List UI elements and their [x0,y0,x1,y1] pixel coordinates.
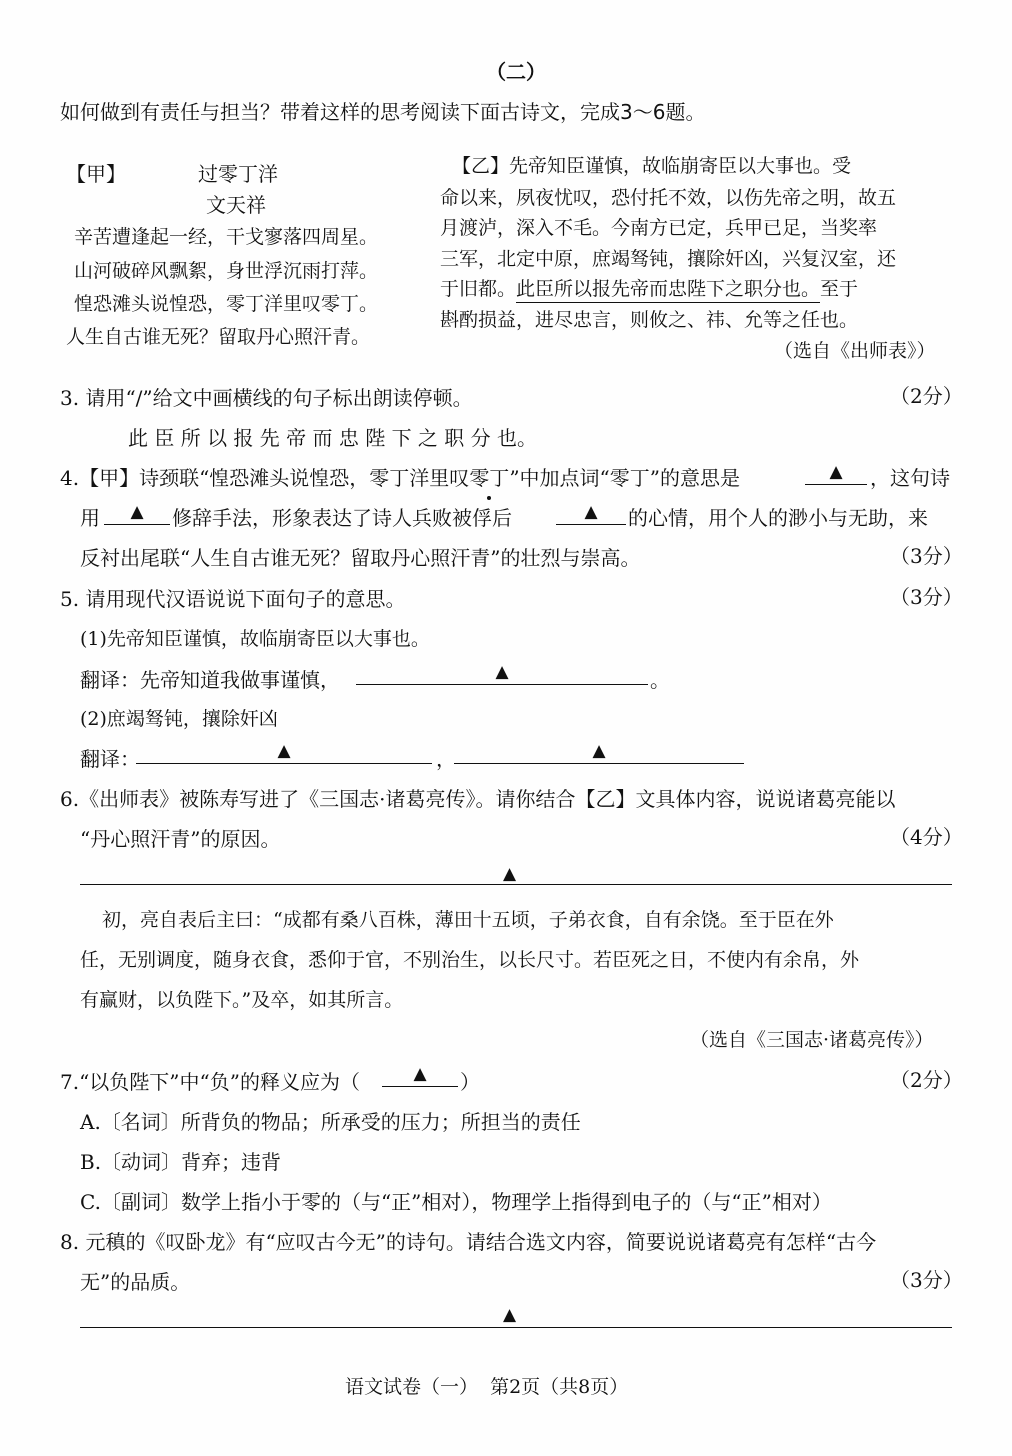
poem-line: 山河破碎风飘絮，身世浮沉雨打萍。 [74,260,379,282]
q3-sentence: 此 臣 所 以 报 先 帝 而 忠 陛 下 之 职 分 也。 [128,426,538,450]
q7-text: ） [460,1070,480,1094]
poem-line: 惶恐滩头说惶恐，零丁洋里叹零丁。 [74,293,379,315]
q8-line1: 8. 元稹的《叹卧龙》有“应叹古今无”的诗句。请结合选文内容，简要说说诸葛亮有怎样“古今 [60,1230,877,1254]
q4-text: 4.【甲】诗颈联“惶恐滩头说惶恐，零丁洋里叹 [60,466,470,490]
prose-line: 斟酌损益，进尽忠言，则攸之、祎、允等之任也。 [440,309,859,331]
q5-text: 5. 请用现代汉语说说下面句子的意思。 [60,587,406,611]
q4-text: 的心情，用个人的渺小与无助，来 [628,506,928,530]
q4-text: ”中加点词“零丁”的意思是 [509,466,740,490]
q6-answer-line[interactable] [80,884,952,885]
answer-mark: ▲ [413,1064,427,1084]
q5-item1: (1)先帝知臣谨慎，故临崩寄臣以大事也。 [80,628,430,650]
passage-line: 有赢财，以负陛下。”及卒，如其所言。 [80,989,404,1011]
poem-author: 文天祥 [206,193,266,217]
q4-blank-2[interactable] [104,502,170,525]
q6-score: （4分） [890,825,963,849]
q8-answer-line[interactable] [80,1327,952,1328]
prose-text: 于旧都。 [440,278,517,300]
answer-mark: ▲ [277,741,291,761]
prose-text: 至于 [820,278,859,300]
answer-mark: ▲ [584,502,598,522]
q7-text: 7.“以负陛下”中“负”的释义应为（ [60,1070,360,1094]
poem-line: 人生自古谁无死？留取丹心照汗青。 [66,326,371,348]
page-footer: 语文试卷（一） 第2页（共8页） [345,1376,629,1398]
q5-translate1: 翻译：先帝知道我做事谨慎， [80,668,340,692]
q7-option-b: B.〔动词〕背弃；违背 [80,1150,282,1174]
answer-mark: ▲ [592,741,606,761]
q8-line2: 无”的品质。 [80,1270,191,1294]
dotted-word: 零丁 [469,462,509,491]
q4-text: 修辞手法，形象表达了诗人兵败被俘后 [172,506,512,530]
prose-line-5 [440,274,858,301]
q5-item2: (2)庶竭驽钝，攘除奸凶 [80,708,278,730]
q5-text: 。 [650,668,670,692]
q4-blank-1[interactable] [805,462,867,485]
q5-text: ， [436,747,456,771]
q3-score: （2分） [890,384,963,408]
prose-line: 月渡泸，深入不毛。今南方已定，兵甲已足，当奖率 [440,217,878,239]
answer-mark: ▲ [829,462,843,482]
prose-line: 【乙】先帝知臣谨慎，故临崩寄臣以大事也。受 [452,155,852,177]
poem-title: 过零丁洋 [198,162,278,186]
q4-score: （3分） [890,544,963,568]
q5-blank-3[interactable] [454,741,744,764]
prose-line: 命以来，夙夜忧叹，恐付托不效，以伤先帝之明，故五 [440,187,897,209]
q3-text: 3. 请用“/”给文中画横线的句子标出朗读停顿。 [60,386,473,410]
answer-mark: ▲ [130,502,144,522]
q4-text: 反衬出尾联“人生自古谁无死？留取丹心照汗青”的壮烈与崇高。 [80,546,641,570]
q7-option-a: A.〔名词〕所背负的物品；所承受的压力；所担当的责任 [80,1110,581,1134]
underlined-sentence: 此臣所以报先帝而忠陛下之职分也。 [516,278,820,303]
q4-line1 [60,462,740,491]
passage-line: 初，亮自表后主曰：“成都有桑八百株，薄田十五顷，子弟衣食，自有余饶。至于臣在外 [102,909,834,931]
prose-source: （选自《出师表》） [774,340,936,362]
q8-score: （3分） [890,1268,963,1292]
q7-blank[interactable] [382,1064,458,1087]
answer-mark: ▲ [503,1305,517,1325]
q5-score: （3分） [890,585,963,609]
q6-line2: “丹心照汗青”的原因。 [80,827,281,851]
poem-tag: 【甲】 [66,162,126,186]
q7-option-c: C.〔副词〕数学上指小于零的（与“正”相对），物理学上指得到电子的（与“正”相对） [80,1190,832,1214]
q5-translate2: 翻译： [80,747,140,771]
prose-line: 三军，北定中原，庶竭驽钝，攘除奸凶，兴复汉室，还 [440,248,897,270]
q4-blank-3[interactable] [556,502,626,525]
q5-blank-1[interactable] [356,662,648,685]
q4-text: 用 [80,506,100,530]
poem-line: 辛苦遭逢起一经，干戈寥落四周星。 [74,226,379,248]
section-title: （二） [486,60,546,84]
section-intro: 如何做到有责任与担当？带着这样的思考阅读下面古诗文，完成3～6题。 [60,100,706,124]
q4-text: ，这句诗 [870,466,950,490]
q5-blank-2[interactable] [136,741,432,764]
passage-source: （选自《三国志·诸葛亮传》） [690,1029,934,1051]
answer-mark: ▲ [495,662,509,682]
answer-mark: ▲ [503,864,517,884]
q7-score: （2分） [890,1068,963,1092]
passage-line: 任，无别调度，随身衣食，悉仰于官，不别治生，以长尺寸。若臣死之日，不使内有余帛，外 [80,949,860,971]
q6-line1: 6.《出师表》被陈寿写进了《三国志·诸葛亮传》。请你结合【乙】文具体内容，说说诸葛亮能以 [60,787,896,811]
